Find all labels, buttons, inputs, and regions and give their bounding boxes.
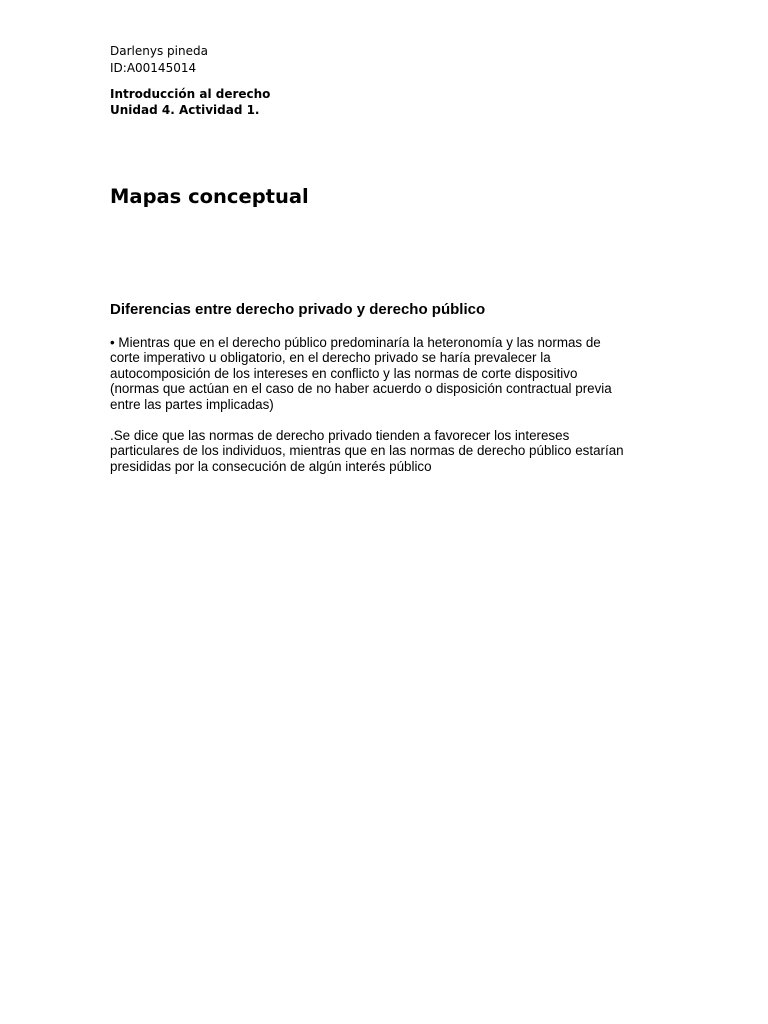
paragraph-1 bbox=[110, 335, 670, 412]
paragraph-2 bbox=[110, 428, 670, 474]
author-name: Darlenys pineda bbox=[110, 44, 208, 58]
document-title: Mapas conceptual bbox=[110, 185, 309, 208]
section-heading: Diferencias entre derecho privado y derecho público bbox=[110, 301, 486, 318]
paragraph-1-line: entre las partes implicadas) bbox=[110, 396, 274, 412]
paragraph-1-line: (normas que actúan en el caso de no haber acuerdo o disposición contractual previa bbox=[110, 381, 612, 397]
student-id: ID:A00145014 bbox=[110, 61, 197, 75]
paragraph-1-line: autocomposición de los intereses en conflicto y las normas de corte dispositivo bbox=[110, 365, 578, 381]
paragraph-1-line: • Mientras que en el derecho público predominaría la heteronomía y las normas de bbox=[110, 335, 601, 350]
course-info bbox=[110, 86, 270, 118]
paragraph-2-line: presididas por la consecución de algún interés público bbox=[110, 458, 432, 474]
paragraph-2-line: .Se dice que las normas de derecho privado tienden a favorecer los intereses bbox=[110, 428, 570, 443]
paragraph-2-line: particulares de los individuos, mientras que en las normas de derecho público estarían bbox=[110, 443, 624, 459]
course-subject: Introducción al derecho bbox=[110, 87, 271, 101]
course-activity: Unidad 4. Actividad 1. bbox=[110, 103, 260, 117]
author-info bbox=[110, 43, 208, 77]
paragraph-1-line: corte imperativo u obligatorio, en el derecho privado se haría prevalecer la bbox=[110, 350, 551, 366]
